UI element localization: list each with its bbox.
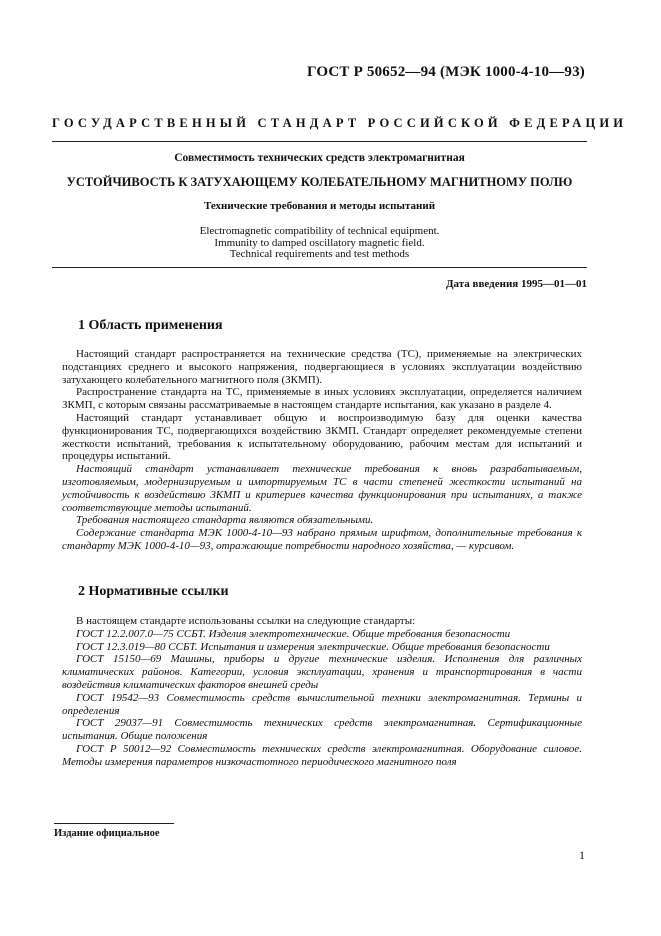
edition-label: Издание официальное (54, 828, 160, 839)
reference-item: ГОСТ 12.3.019—80 ССБТ. Испытания и измерения электрические. Общие требования безопасности (76, 640, 550, 653)
paragraph: Настоящий стандарт распространяется на технические средства (ТС), применяемые на электрических подстанциях среднего и высокого напряжения, подвергающиеся в условиях эксплуатации воздействию затухающего колебательного магнитного поля (ЗКМП). (62, 348, 582, 386)
introduction-date: Дата введения 1995—01—01 (445, 278, 587, 290)
section-1-heading: 1 Область применения (78, 318, 223, 333)
reference-item: ГОСТ Р 50012—92 Совместимость технических средств электромагнитная. Оборудование силовое. Методы измерения параметров низкочастотного периодического магнитного поля (62, 742, 582, 768)
title-line-1: Совместимость технических средств электромагнитная (174, 152, 465, 164)
italic-paragraph: Настоящий стандарт устанавливает технические требования к вновь разрабатываемым, изготовляемым, модернизируемым и импортируемым ТС в части степеней жесткости испытаний на устойчивость к воздействию ЗКМП и критериев качества функционирования при испытаниях, а также соответствующие методы испытаний. (62, 463, 582, 514)
english-title-line: Electromagnetic compatibility of technical equipment. (199, 225, 440, 237)
italic-paragraph: Требования настоящего стандарта являются обязательными. (76, 514, 374, 527)
english-title (52, 226, 587, 261)
reference-item: ГОСТ 15150—69 Машины, приборы и другие технические изделия. Исполнения для различных климатических районов. Категории, условия эксплуатации, хранения и транспортирования в части воздействия климатических факторов внешней среды (62, 653, 582, 691)
reference-item: ГОСТ 12.2.007.0—75 ССБТ. Изделия электротехнические. Общие требования безопасности (76, 627, 511, 640)
english-title-line: Technical requirements and test methods (229, 248, 410, 260)
section-1-body (62, 348, 582, 553)
italic-paragraph: Содержание стандарта МЭК 1000-4-10—93 набрано прямым шрифтом, дополнительные требования к стандарту МЭК 1000-4-10—93, отражающие потребности народного хозяйства, — курсивом. (62, 527, 582, 552)
section-2-heading: 2 Нормативные ссылки (78, 584, 229, 599)
state-standard-title: ГОСУДАРСТВЕННЫЙ СТАНДАРТ РОССИЙСКОЙ ФЕДЕРАЦИИ (52, 116, 628, 130)
paragraph: В настоящем стандарте использованы ссылки на следующие стандарты: (76, 615, 416, 627)
reference-item: ГОСТ 29037—91 Совместимость технических средств электромагнитная. Сертификационные испытания. Общие положения (62, 717, 582, 743)
top-divider (52, 141, 587, 142)
date-divider (52, 267, 587, 268)
title-line-3: Технические требования и методы испытаний (203, 200, 436, 212)
english-title-line: Immunity to damped oscillatory magnetic field. (214, 236, 425, 249)
document-code: ГОСТ Р 50652—94 (МЭК 1000-4-10—93) (306, 64, 585, 80)
reference-item: ГОСТ 19542—93 Совместимость средств вычислительной техники электромагнитная. Термины и определения (62, 691, 582, 717)
paragraph: Распространение стандарта на ТС, применяемые в иных условиях эксплуатации, определяется наличием ЗКМП, с которым связаны рассматриваемые в настоящем стандарте испытания, как указано в разделе 4. (62, 386, 582, 412)
section-2-body (62, 615, 582, 769)
title-line-2: УСТОЙЧИВОСТЬ К ЗАТУХАЮЩЕМУ КОЛЕБАТЕЛЬНОМУ МАГНИТНОМУ ПОЛЮ (66, 175, 573, 189)
footer-divider (54, 823, 174, 824)
paragraph: Настоящий стандарт устанавливает общую и воспроизводимую базу для оценки качества функционирования ТС, подвергающихся воздействию ЗКМП. Стандарт определяет рекомендуемые степени жесткости испытаний, требования к испытательному оборудованию, рабочим местам для испытаний и процедуры испытаний. (62, 411, 582, 463)
page-number: 1 (579, 848, 585, 862)
